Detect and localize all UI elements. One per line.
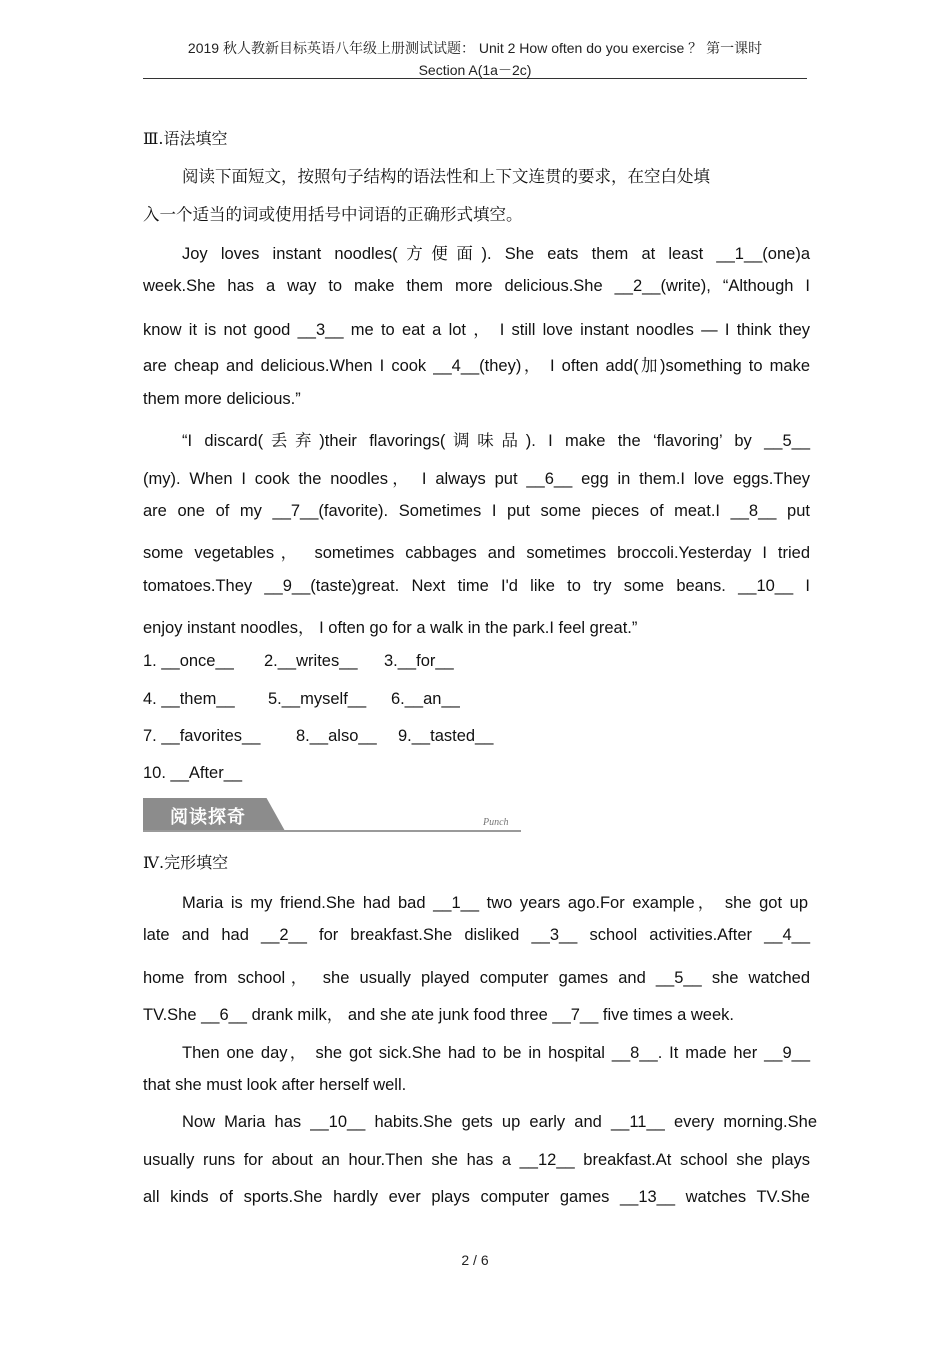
passage-line: TV.She __6__ drank milk， and she ate junk food three __7__ five times a week. (143, 1006, 734, 1024)
passage-line: are cheap and delicious.When I cook __4__(they)， I often add(加)something to make (143, 357, 810, 375)
passage-line: “I discard(丢弃)their flavorings(调味品). I make the ‘flavoring’ by __5__ (182, 432, 810, 450)
passage-line: Now Maria has __10__ habits.She gets up early and __11__ every morning.She (182, 1113, 817, 1131)
section-title-cloze: Ⅳ.完形填空 (143, 853, 229, 872)
banner-label: 阅读探奇 (170, 807, 246, 828)
answer-item: 6.__an__ (391, 690, 460, 708)
answer-item: 1. __once__ (143, 652, 234, 670)
page-number: 2 / 6 (461, 1252, 489, 1268)
header-divider (143, 78, 807, 79)
banner-tag: Punch (483, 817, 509, 828)
passage-line: that she must look after herself well. (143, 1076, 407, 1094)
answer-item: 3.__for__ (384, 652, 454, 670)
answer-item: 10. __After__ (143, 764, 243, 782)
passage-line: late and had __2__ for breakfast.She disliked __3__ school activities.After __4__ (143, 926, 810, 944)
passage-line: home from school， she usually played computer games and __5__ she watched (143, 969, 810, 987)
passage-line: Then one day， she got sick.She had to be in hospital __8__. It made her __9__ (182, 1044, 810, 1062)
document-header-title: 2019 秋人教新目标英语八年级上册测试试题： Unit 2 How often do you exercise ？ 第一课时 (187, 40, 763, 56)
banner-underline (143, 830, 521, 832)
answer-item: 2.__writes__ (264, 652, 358, 670)
passage-line: tomatoes.They __9__(taste)great. Next time I'd like to try some beans. __10__ I (143, 577, 810, 595)
passage-line: Joy loves instant noodles(方便面). She eats them at least __1__(one)a (182, 245, 810, 263)
instruction-line: 阅读下面短文，按照句子结构的语法性和上下文连贯的要求，在空白处填 (182, 168, 710, 186)
answer-item: 7. __favorites__ (143, 727, 261, 745)
passage-line: some vegetables， sometimes cabbages and sometimes broccoli.Yesterday I tried (143, 544, 810, 562)
passage-line: are one of my __7__(favorite). Sometimes I put some pieces of meat.I __8__ put (143, 502, 810, 520)
answer-item: 9.__tasted__ (398, 727, 494, 745)
answer-item: 8.__also__ (296, 727, 377, 745)
section-title-grammar-fill: Ⅲ.语法填空 (143, 129, 228, 148)
passage-line: (my). When I cook the noodles， I always put __6__ egg in them.I love eggs.They (143, 470, 810, 488)
passage-line: all kinds of sports.She hardly ever plays computer games __13__ watches TV.She (143, 1188, 810, 1206)
passage-line: them more delicious.” (143, 390, 301, 408)
instruction-line: 入一个适当的词或使用括号中词语的正确形式填空。 (143, 206, 523, 224)
passage-line: Maria is my friend.She had bad __1__ two years ago.For example， she got up (182, 894, 808, 912)
answer-item: 4. __them__ (143, 690, 235, 708)
passage-line: week.She has a way to make them more delicious.She __2__(write), “Although I (143, 277, 810, 295)
answer-item: 5.__myself__ (268, 690, 367, 708)
passage-line: usually runs for about an hour.Then she has a __12__ breakfast.At school she plays (143, 1151, 810, 1169)
reading-banner (143, 798, 521, 833)
passage-line: enjoy instant noodles， I often go for a walk in the park.I feel great.” (143, 619, 638, 637)
document-header-section: Section A(1a－2c) (418, 62, 532, 78)
passage-line: know it is not good __3__ me to eat a lot ， I still love instant noodles — I think they (143, 321, 810, 339)
